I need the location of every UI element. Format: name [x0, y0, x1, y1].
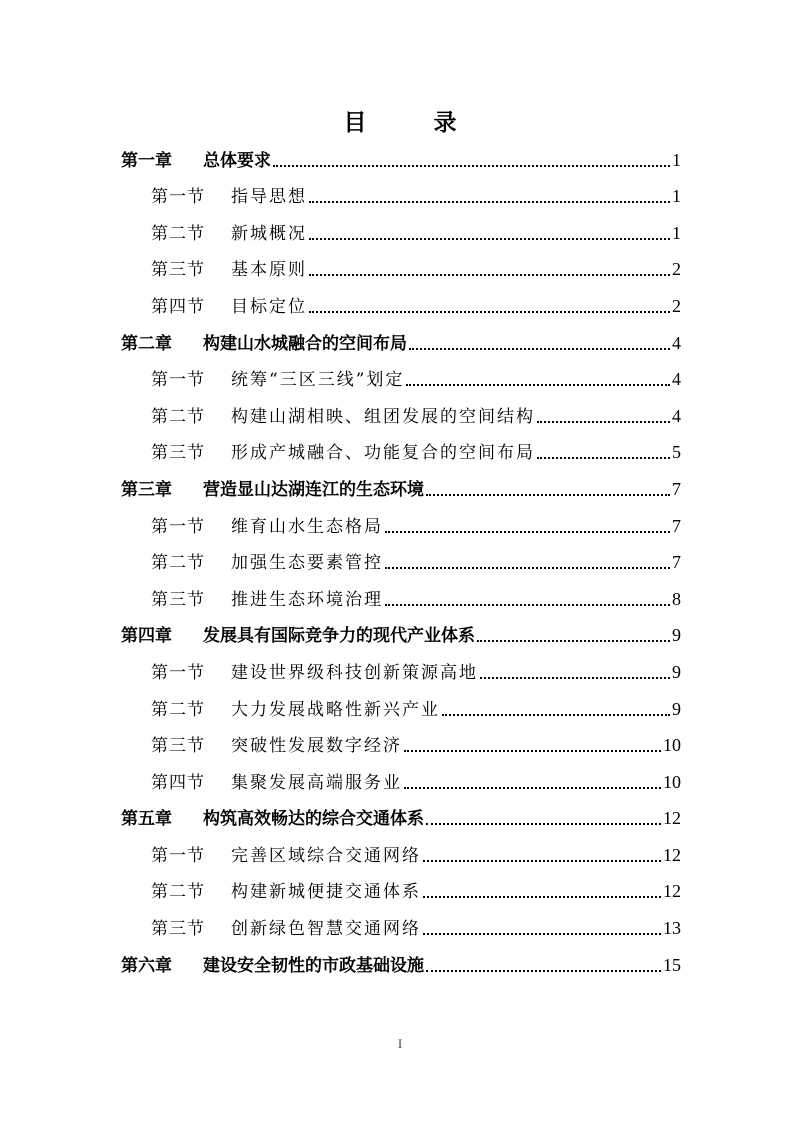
entry-title: 维育山水生态格局 — [231, 516, 383, 537]
entry-page-number: 7 — [672, 552, 681, 573]
entry-number: 第三节 — [151, 919, 205, 940]
dot-leader — [423, 895, 661, 898]
toc-section-entry — [121, 837, 681, 874]
entry-title: 发展具有国际竞争力的现代产业体系 — [203, 626, 475, 647]
dot-leader — [426, 969, 661, 972]
entry-number: 第三节 — [151, 736, 205, 757]
entry-page-number: 7 — [672, 515, 681, 536]
toc-chapter-entry — [121, 618, 681, 655]
entry-title: 构建山水城融合的空间布局 — [203, 333, 407, 354]
entry-number: 第二节 — [151, 553, 205, 574]
toc-section-entry — [121, 874, 681, 911]
dot-leader — [423, 932, 661, 935]
toc-section-entry — [121, 435, 681, 472]
toc-section-entry — [121, 691, 681, 728]
entry-page-number: 1 — [672, 222, 681, 243]
dot-leader — [442, 713, 670, 716]
entry-number: 第二章 — [121, 333, 172, 354]
toc-section-entry — [121, 179, 681, 216]
entry-number: 第一节 — [151, 370, 205, 391]
entry-page-number: 12 — [663, 844, 681, 865]
entry-title: 集聚发展高端服务业 — [231, 772, 402, 793]
toc-chapter-entry — [121, 947, 681, 984]
dot-leader — [385, 566, 670, 569]
entry-title: 新城概况 — [231, 223, 307, 244]
entry-page-number: 7 — [672, 478, 681, 499]
entry-page-number: 10 — [663, 771, 681, 792]
dot-leader — [537, 420, 670, 423]
entry-number: 第四节 — [151, 296, 205, 317]
dot-leader — [406, 383, 670, 386]
table-of-contents — [121, 142, 681, 984]
dot-leader — [423, 859, 661, 862]
entry-page-number: 4 — [672, 405, 681, 426]
entry-number: 第一章 — [121, 150, 172, 171]
entry-page-number: 12 — [663, 808, 681, 829]
dot-leader — [309, 310, 670, 313]
entry-number: 第六章 — [121, 955, 172, 976]
toc-chapter-entry — [121, 325, 681, 362]
entry-title: 创新绿色智慧交通网络 — [231, 919, 421, 940]
entry-title: 总体要求 — [203, 150, 271, 171]
entry-number: 第四节 — [151, 772, 205, 793]
entry-number: 第一节 — [151, 187, 205, 208]
entry-number: 第二节 — [151, 223, 205, 244]
toc-title: 目 录 — [343, 110, 479, 136]
entry-page-number: 10 — [663, 735, 681, 756]
entry-page-number: 5 — [672, 442, 681, 463]
entry-title: 建设安全韧性的市政基础设施 — [203, 955, 424, 976]
entry-page-number: 4 — [672, 369, 681, 390]
dot-leader — [273, 164, 670, 167]
dot-leader — [404, 786, 661, 789]
entry-title: 建设世界级科技创新策源高地 — [231, 662, 478, 683]
toc-section-entry — [121, 545, 681, 582]
entry-number: 第三节 — [151, 260, 205, 281]
entry-title: 指导思想 — [231, 187, 307, 208]
entry-title: 营造显山达湖连江的生态环境 — [203, 479, 424, 500]
entry-title: 突破性发展数字经济 — [231, 736, 402, 757]
entry-page-number: 4 — [672, 332, 681, 353]
entry-number: 第二节 — [151, 406, 205, 427]
toc-section-entry — [121, 398, 681, 435]
entry-page-number: 15 — [663, 954, 681, 975]
entry-number: 第一节 — [151, 845, 205, 866]
entry-number: 第一节 — [151, 516, 205, 537]
entry-title: 构筑高效畅达的综合交通体系 — [203, 809, 424, 830]
dot-leader — [537, 456, 670, 459]
toc-section-entry — [121, 764, 681, 801]
entry-number: 第一节 — [151, 662, 205, 683]
entry-number: 第三节 — [151, 589, 205, 610]
page-folio: I — [397, 1036, 403, 1051]
dot-leader — [426, 493, 670, 496]
entry-title: 统筹“三区三线”划定 — [231, 370, 405, 391]
toc-section-entry — [121, 728, 681, 765]
toc-chapter-entry — [121, 471, 681, 508]
entry-page-number: 12 — [663, 881, 681, 902]
entry-title: 构建山湖相映、组团发展的空间结构 — [231, 406, 535, 427]
entry-page-number: 1 — [672, 149, 681, 170]
toc-section-entry — [121, 581, 681, 618]
toc-section-entry — [121, 910, 681, 947]
entry-title: 完善区域综合交通网络 — [231, 845, 421, 866]
dot-leader — [426, 822, 661, 825]
entry-page-number: 8 — [672, 588, 681, 609]
entry-title: 推进生态环境治理 — [231, 589, 383, 610]
dot-leader — [309, 200, 670, 203]
dot-leader — [309, 273, 670, 276]
entry-number: 第三章 — [121, 479, 172, 500]
dot-leader — [385, 603, 670, 606]
toc-section-entry — [121, 288, 681, 325]
entry-title: 大力发展战略性新兴产业 — [231, 699, 440, 720]
dot-leader — [480, 676, 670, 679]
entry-number: 第二节 — [151, 882, 205, 903]
entry-title: 目标定位 — [231, 296, 307, 317]
toc-section-entry — [121, 362, 681, 399]
entry-title: 基本原则 — [231, 260, 307, 281]
entry-page-number: 1 — [672, 186, 681, 207]
entry-page-number: 9 — [672, 698, 681, 719]
dot-leader — [477, 639, 670, 642]
toc-section-entry — [121, 508, 681, 545]
dot-leader — [309, 237, 670, 240]
entry-number: 第二节 — [151, 699, 205, 720]
dot-leader — [409, 347, 670, 350]
toc-section-entry — [121, 654, 681, 691]
entry-title: 加强生态要素管控 — [231, 553, 383, 574]
entry-number: 第四章 — [121, 626, 172, 647]
dot-leader — [404, 749, 661, 752]
toc-chapter-entry — [121, 142, 681, 179]
entry-page-number: 2 — [672, 295, 681, 316]
toc-section-entry — [121, 252, 681, 289]
entry-page-number: 13 — [663, 918, 681, 939]
entry-page-number: 2 — [672, 259, 681, 280]
entry-page-number: 9 — [672, 625, 681, 646]
toc-section-entry — [121, 215, 681, 252]
entry-number: 第三节 — [151, 443, 205, 464]
entry-title: 构建新城便捷交通体系 — [231, 882, 421, 903]
entry-number: 第五章 — [121, 809, 172, 830]
entry-page-number: 9 — [672, 661, 681, 682]
dot-leader — [385, 530, 670, 533]
entry-title: 形成产城融合、功能复合的空间布局 — [231, 443, 535, 464]
toc-chapter-entry — [121, 801, 681, 838]
